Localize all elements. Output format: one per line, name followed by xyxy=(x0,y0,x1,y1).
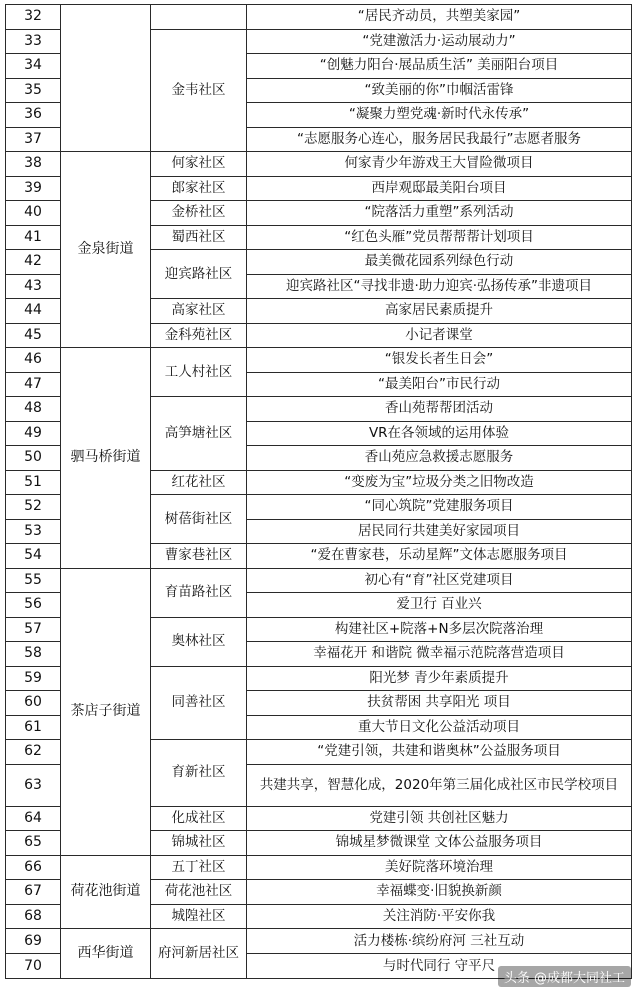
community-cell: 曹家巷社区 xyxy=(151,544,247,569)
row-number: 66 xyxy=(6,855,61,880)
project-name-cell: “院落活力重塑”系列活动 xyxy=(247,201,632,226)
row-number: 42 xyxy=(6,250,61,275)
table-row xyxy=(6,5,632,30)
row-number: 44 xyxy=(6,299,61,324)
project-name-cell: 小记者课堂 xyxy=(247,323,632,348)
project-name-cell: “爱在曹家巷，乐动星辉”文体志愿服务项目 xyxy=(247,544,632,569)
row-number: 33 xyxy=(6,29,61,54)
row-number: 53 xyxy=(6,519,61,544)
row-number: 37 xyxy=(6,127,61,152)
row-number: 59 xyxy=(6,666,61,691)
street-cell: 西华街道 xyxy=(61,929,151,979)
row-number: 68 xyxy=(6,904,61,929)
row-number: 35 xyxy=(6,78,61,103)
community-cell: 红花社区 xyxy=(151,470,247,495)
row-number: 40 xyxy=(6,201,61,226)
project-name-cell: 美好院落环境治理 xyxy=(247,855,632,880)
project-name-cell: 迎宾路社区“寻找非遗·助力迎宾·弘扬传承”非遗项目 xyxy=(247,274,632,299)
project-name-cell: 扶贫帮困 共享阳光 项目 xyxy=(247,691,632,716)
community-cell: 五丁社区 xyxy=(151,855,247,880)
community-cell: 何家社区 xyxy=(151,152,247,177)
street-cell: 荷花池街道 xyxy=(61,855,151,929)
watermark: 头条 @成都大同社工 xyxy=(498,966,631,987)
row-number: 51 xyxy=(6,470,61,495)
project-name-cell: “银发长者生日会” xyxy=(247,348,632,373)
row-number: 58 xyxy=(6,642,61,667)
row-number: 57 xyxy=(6,617,61,642)
row-number: 47 xyxy=(6,372,61,397)
street-cell: 茶店子街道 xyxy=(61,568,151,855)
project-name-cell: “党建激活力·运动展动力” xyxy=(247,29,632,54)
project-name-cell: “党建引领，共建和谐奥林”公益服务项目 xyxy=(247,740,632,765)
row-number: 41 xyxy=(6,225,61,250)
project-name-cell: “创魅力阳台·展品质生活” 美丽阳台项目 xyxy=(247,54,632,79)
row-number: 50 xyxy=(6,446,61,471)
community-cell: 金桥社区 xyxy=(151,201,247,226)
row-number: 62 xyxy=(6,740,61,765)
project-name-cell: 阳光梦 青少年素质提升 xyxy=(247,666,632,691)
project-name-cell: 活力楼栋·缤纷府河 三社互动 xyxy=(247,929,632,954)
row-number: 65 xyxy=(6,831,61,856)
row-number: 63 xyxy=(6,764,61,806)
community-cell: 郎家社区 xyxy=(151,176,247,201)
row-number: 39 xyxy=(6,176,61,201)
street-cell: 驷马桥街道 xyxy=(61,348,151,569)
project-name-cell: 香山苑帮帮团活动 xyxy=(247,397,632,422)
table-row xyxy=(6,568,632,593)
project-name-cell: 重大节日文化公益活动项目 xyxy=(247,715,632,740)
community-cell: 高家社区 xyxy=(151,299,247,324)
project-name-cell: 构建社区+院落+N多层次院落治理 xyxy=(247,617,632,642)
community-cell: 同善社区 xyxy=(151,666,247,740)
table-row xyxy=(6,152,632,177)
project-name-cell: 幸福花开 和谐院 微幸福示范院落营造项目 xyxy=(247,642,632,667)
community-cell: 育新社区 xyxy=(151,740,247,807)
project-name-cell: 幸福蝶变·旧貌换新颜 xyxy=(247,880,632,905)
row-number: 48 xyxy=(6,397,61,422)
community-cell: 化成社区 xyxy=(151,806,247,831)
table-row xyxy=(6,929,632,954)
project-name-cell: 香山苑应急救援志愿服务 xyxy=(247,446,632,471)
row-number: 69 xyxy=(6,929,61,954)
community-cell: 荷花池社区 xyxy=(151,880,247,905)
table-row xyxy=(6,855,632,880)
project-name-cell: 高家居民素质提升 xyxy=(247,299,632,324)
community-cell: 树蓓街社区 xyxy=(151,495,247,544)
row-number: 36 xyxy=(6,103,61,128)
project-name-cell: 初心有“育”社区党建项目 xyxy=(247,568,632,593)
community-cell: 锦城社区 xyxy=(151,831,247,856)
row-number: 67 xyxy=(6,880,61,905)
row-number: 38 xyxy=(6,152,61,177)
project-name-cell: “致美丽的你”巾帼活雷锋 xyxy=(247,78,632,103)
project-name-cell: 党建引领 共创社区魅力 xyxy=(247,806,632,831)
row-number: 32 xyxy=(6,5,61,30)
row-number: 52 xyxy=(6,495,61,520)
row-number: 43 xyxy=(6,274,61,299)
project-name-cell: 居民同行共建美好家园项目 xyxy=(247,519,632,544)
row-number: 70 xyxy=(6,954,61,979)
row-number: 49 xyxy=(6,421,61,446)
project-name-cell: 关注消防·平安你我 xyxy=(247,904,632,929)
project-name-cell: “同心筑院”党建服务项目 xyxy=(247,495,632,520)
street-cell xyxy=(61,5,151,152)
community-cell: 金科苑社区 xyxy=(151,323,247,348)
project-name-cell: “凝聚力塑党魂·新时代永传承” xyxy=(247,103,632,128)
row-number: 64 xyxy=(6,806,61,831)
community-cell xyxy=(151,5,247,30)
project-name-cell: “变废为宝”垃圾分类之旧物改造 xyxy=(247,470,632,495)
project-table xyxy=(5,4,632,979)
project-name-cell: 与时代同行 守平尺 xyxy=(247,954,632,979)
project-name-cell: 何家青少年游戏王大冒险微项目 xyxy=(247,152,632,177)
project-name-cell: 锦城星梦微课堂 文体公益服务项目 xyxy=(247,831,632,856)
project-name-cell: VR在各领域的运用体验 xyxy=(247,421,632,446)
project-name-cell: “志愿服务心连心，服务居民我最行”志愿者服务 xyxy=(247,127,632,152)
row-number: 54 xyxy=(6,544,61,569)
row-number: 60 xyxy=(6,691,61,716)
street-cell: 金泉街道 xyxy=(61,152,151,348)
row-number: 56 xyxy=(6,593,61,618)
project-name-cell: “居民齐动员，共塑美家园” xyxy=(247,5,632,30)
row-number: 34 xyxy=(6,54,61,79)
project-name-cell: 西岸观邸最美阳台项目 xyxy=(247,176,632,201)
community-cell: 育苗路社区 xyxy=(151,568,247,617)
community-cell: 府河新居社区 xyxy=(151,929,247,979)
community-cell: 城隍社区 xyxy=(151,904,247,929)
row-number: 61 xyxy=(6,715,61,740)
project-name-cell: 共建共享，智慧化成，2020年第三届化成社区市民学校项目 xyxy=(247,764,632,806)
project-name-cell: 最美微花园系列绿色行动 xyxy=(247,250,632,275)
community-cell: 高笋塘社区 xyxy=(151,397,247,471)
table-body xyxy=(6,5,632,979)
project-name-cell: “红色头雁”党员帮帮帮计划项目 xyxy=(247,225,632,250)
community-cell: 金韦社区 xyxy=(151,29,247,152)
community-cell: 奥林社区 xyxy=(151,617,247,666)
community-cell: 迎宾路社区 xyxy=(151,250,247,299)
row-number: 46 xyxy=(6,348,61,373)
community-cell: 工人村社区 xyxy=(151,348,247,397)
project-name-cell: 爱卫行 百业兴 xyxy=(247,593,632,618)
row-number: 55 xyxy=(6,568,61,593)
row-number: 45 xyxy=(6,323,61,348)
table-row xyxy=(6,348,632,373)
project-name-cell: “最美阳台”市民行动 xyxy=(247,372,632,397)
community-cell: 蜀西社区 xyxy=(151,225,247,250)
